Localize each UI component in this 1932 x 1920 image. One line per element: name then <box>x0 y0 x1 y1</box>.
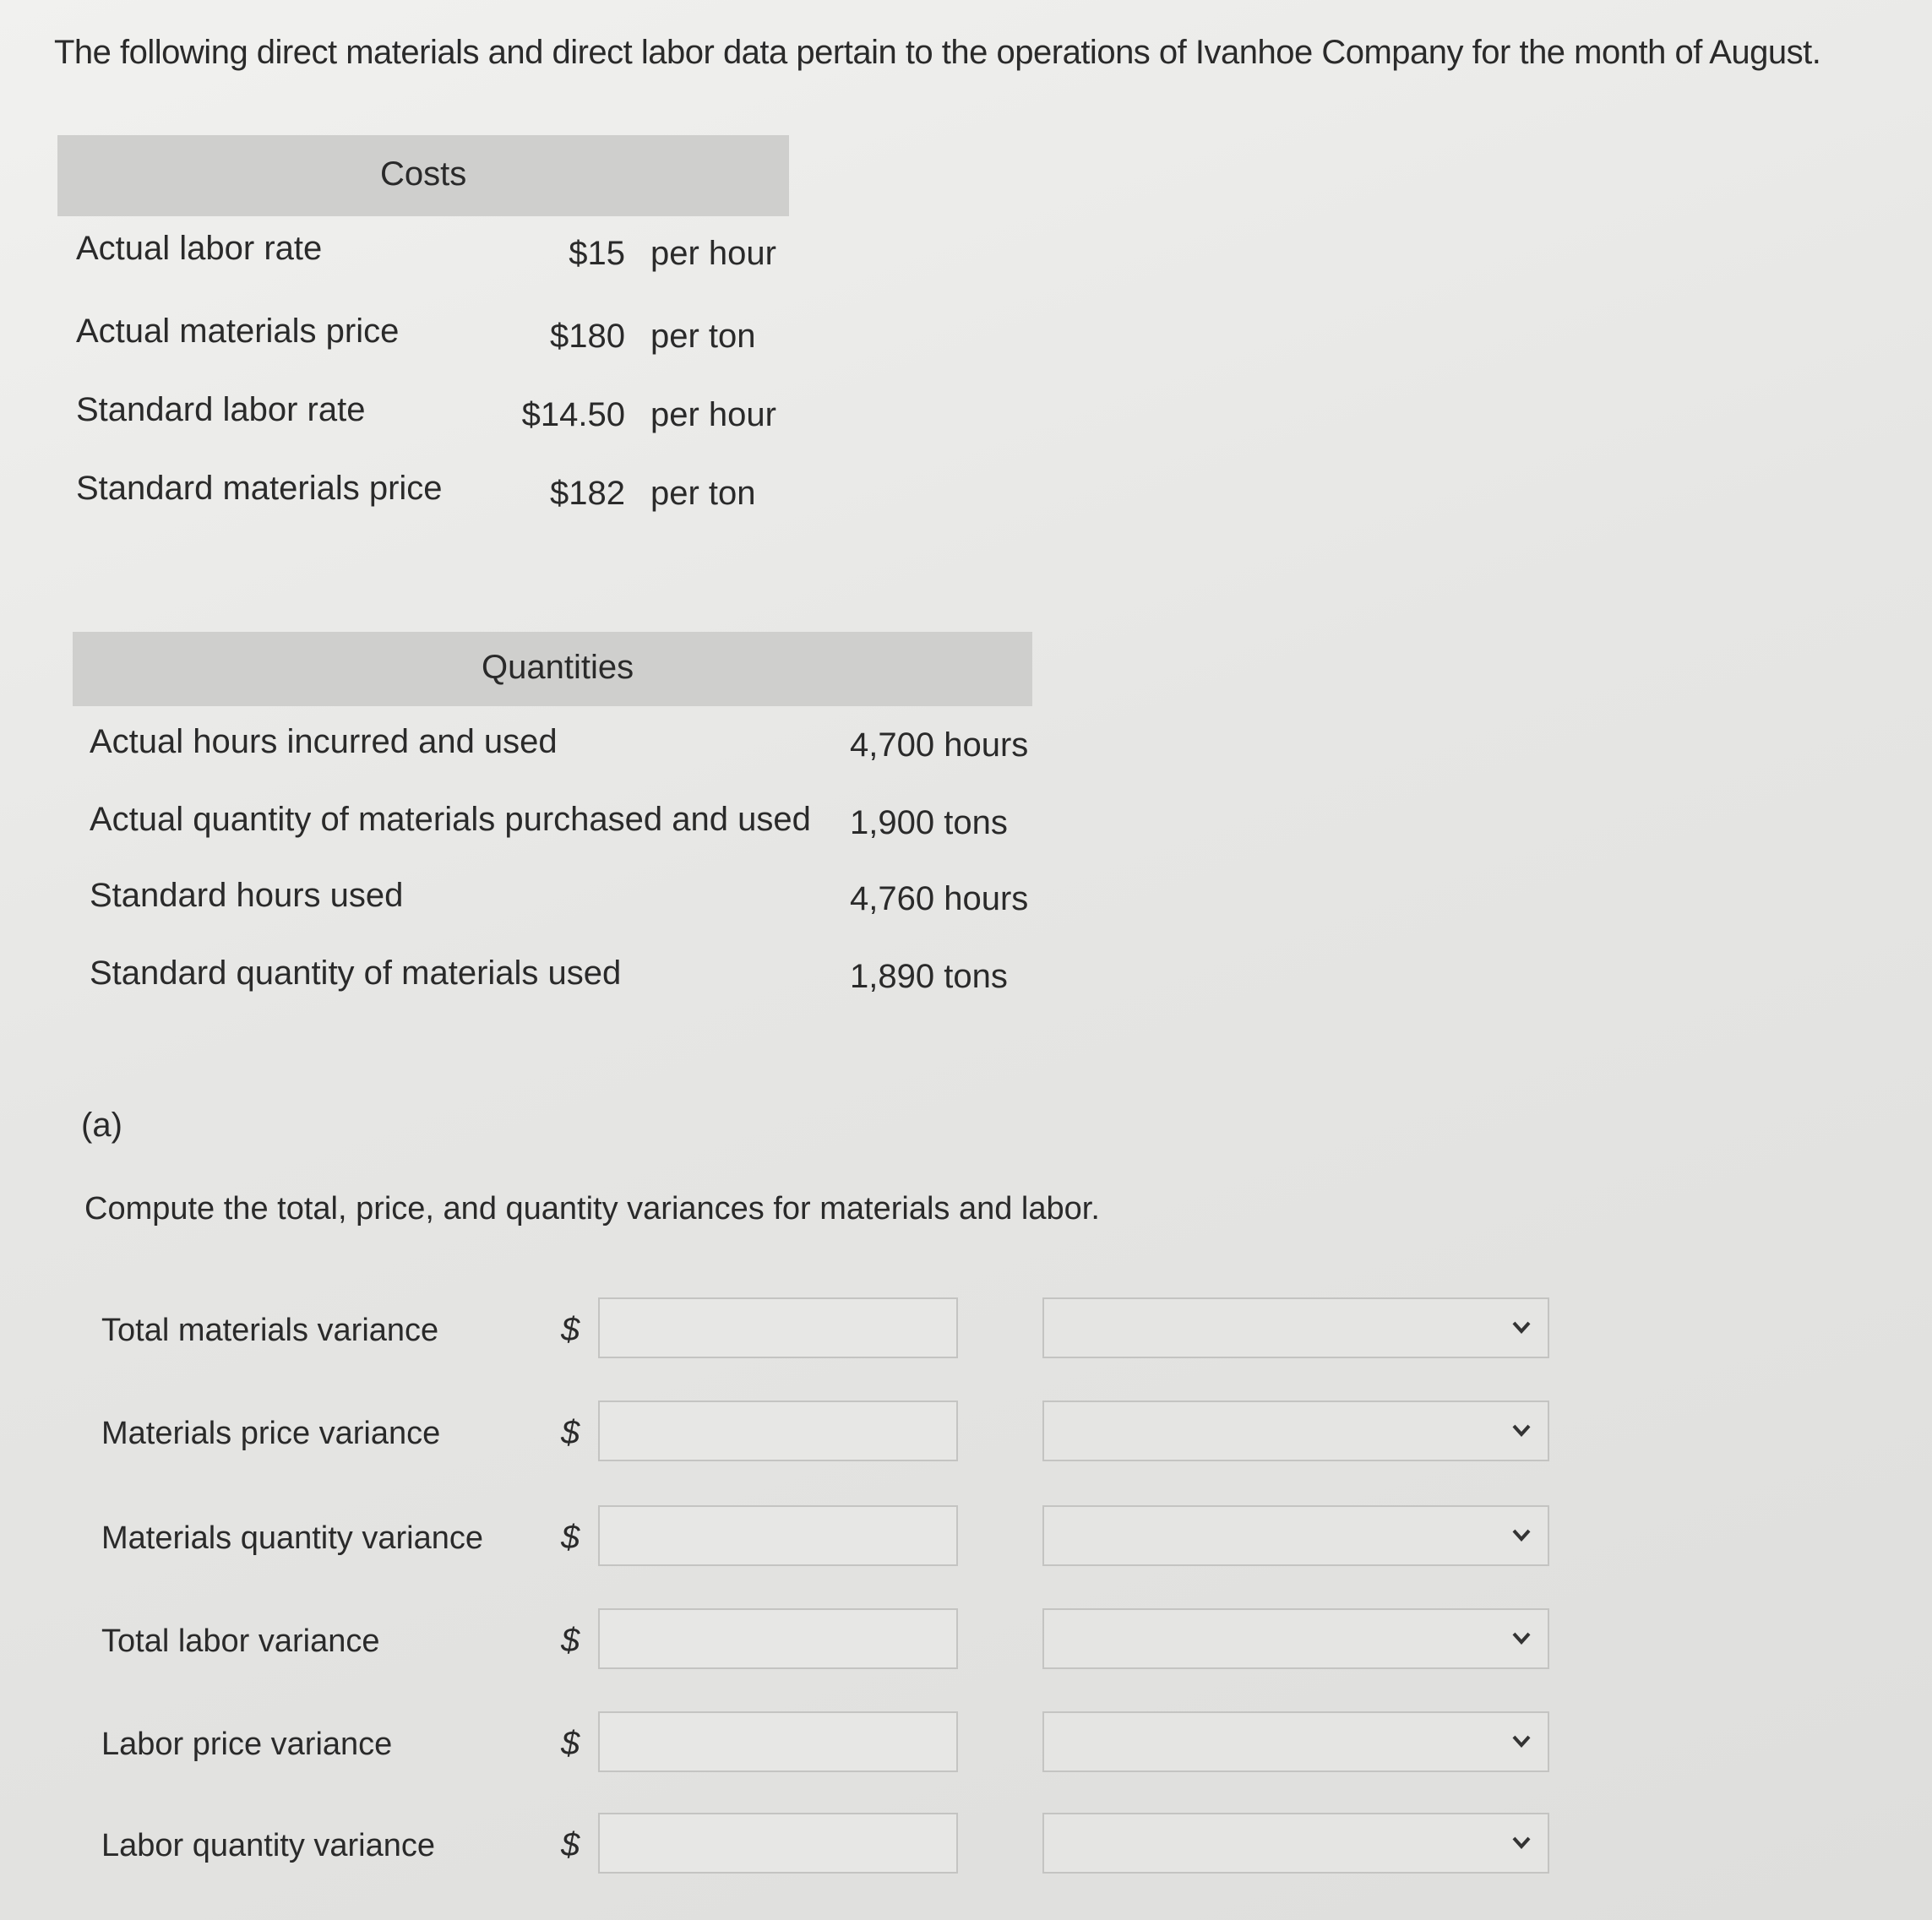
quantity-value: 1,900 tons <box>850 804 1008 841</box>
cost-label: Standard materials price <box>76 470 443 507</box>
total-labor-variance-input[interactable] <box>598 1608 958 1669</box>
part-label: (a) <box>81 1107 122 1144</box>
materials-quantity-variance-input[interactable] <box>598 1505 958 1566</box>
dollar-sign: $ <box>561 1622 580 1659</box>
materials-price-variance-select[interactable] <box>1042 1401 1549 1461</box>
answer-label: Labor quantity variance <box>101 1828 436 1863</box>
quantity-value: 4,760 hours <box>850 880 1029 917</box>
cost-label: Actual materials price <box>76 313 400 350</box>
cost-value: $15 <box>569 235 625 272</box>
answer-row-labor-quantity <box>101 1813 1554 1880</box>
quantity-label: Standard hours used <box>90 877 404 914</box>
answer-row-labor-price <box>101 1711 1554 1779</box>
answer-label: Labor price variance <box>101 1727 393 1762</box>
quantity-label: Actual hours incurred and used <box>90 723 558 760</box>
chevron-down-icon <box>1509 1522 1534 1547</box>
dollar-sign: $ <box>561 1826 580 1863</box>
cost-row <box>76 391 786 442</box>
problem-intro: The following direct materials and direct labor data pertain to the operations of Ivanhoe Company for the month of August. <box>54 34 1821 71</box>
labor-quantity-variance-select[interactable] <box>1042 1813 1549 1874</box>
answer-label: Total materials variance <box>101 1313 439 1348</box>
quantities-header-label: Quantities <box>482 649 634 686</box>
cost-row <box>76 313 786 363</box>
cost-value: $182 <box>550 475 625 512</box>
costs-header-label: Costs <box>380 155 467 193</box>
chevron-down-icon <box>1509 1314 1534 1340</box>
total-materials-variance-input[interactable] <box>598 1297 958 1358</box>
cost-unit: per ton <box>650 318 756 355</box>
quantity-row <box>90 801 1036 851</box>
quantity-value: 1,890 tons <box>850 958 1008 995</box>
answer-row-total-labor <box>101 1608 1554 1676</box>
answer-row-materials-quantity <box>101 1505 1554 1573</box>
quantity-label: Actual quantity of materials purchased and used <box>90 801 811 838</box>
dollar-sign: $ <box>561 1519 580 1556</box>
cost-value: $14.50 <box>521 396 625 433</box>
answer-row-total-materials <box>101 1297 1554 1365</box>
labor-quantity-variance-input[interactable] <box>598 1813 958 1874</box>
quantity-row <box>90 877 1036 927</box>
instruction-text: Compute the total, price, and quantity variances for materials and labor. <box>84 1191 1100 1227</box>
total-labor-variance-select[interactable] <box>1042 1608 1549 1669</box>
quantity-label: Standard quantity of materials used <box>90 955 622 992</box>
answer-label: Materials quantity variance <box>101 1520 483 1556</box>
chevron-down-icon <box>1509 1625 1534 1651</box>
cost-label: Actual labor rate <box>76 230 323 267</box>
cost-unit: per hour <box>650 396 776 433</box>
quantity-value: 4,700 hours <box>850 726 1029 764</box>
dollar-sign: $ <box>561 1311 580 1348</box>
materials-price-variance-input[interactable] <box>598 1401 958 1461</box>
quantity-row <box>90 723 1036 774</box>
labor-price-variance-select[interactable] <box>1042 1711 1549 1772</box>
cost-value: $180 <box>550 318 625 355</box>
quantity-row <box>90 955 1036 1005</box>
cost-row <box>76 230 786 280</box>
answer-label: Materials price variance <box>101 1416 441 1451</box>
cost-unit: per ton <box>650 475 756 512</box>
cost-unit: per hour <box>650 235 776 272</box>
chevron-down-icon <box>1509 1728 1534 1754</box>
labor-price-variance-input[interactable] <box>598 1711 958 1772</box>
quantities-table-header <box>73 632 1032 706</box>
answer-label: Total labor variance <box>101 1624 380 1659</box>
dollar-sign: $ <box>561 1725 580 1762</box>
cost-label: Standard labor rate <box>76 391 366 428</box>
materials-quantity-variance-select[interactable] <box>1042 1505 1549 1566</box>
costs-table-header <box>57 135 789 216</box>
dollar-sign: $ <box>561 1414 580 1451</box>
cost-row <box>76 470 786 520</box>
answer-row-materials-price <box>101 1401 1554 1468</box>
total-materials-variance-select[interactable] <box>1042 1297 1549 1358</box>
chevron-down-icon <box>1509 1417 1534 1443</box>
chevron-down-icon <box>1509 1830 1534 1855</box>
